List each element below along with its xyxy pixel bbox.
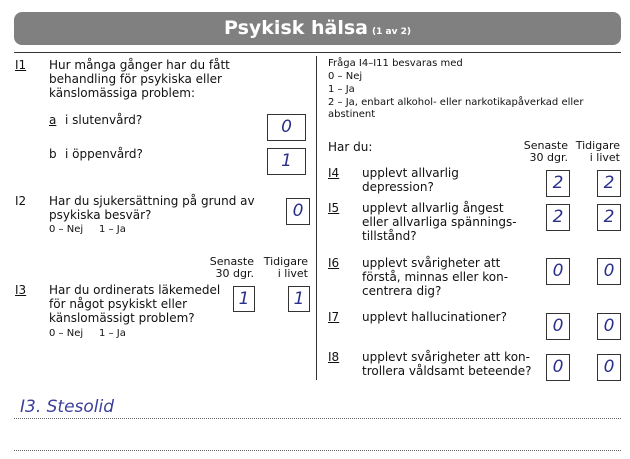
note-line-1 — [14, 418, 621, 419]
answer-box-i1a[interactable]: 0 — [267, 114, 306, 141]
legend-title: Fråga I4–I11 besvaras med — [328, 58, 463, 69]
answer-box-i3-tidigare[interactable]: 1 — [288, 286, 310, 312]
top-rule — [14, 52, 621, 53]
handwritten-note: I3. Stesolid — [20, 397, 115, 417]
question-number-i7: I7 — [328, 310, 340, 324]
subitem-letter-a: a — [49, 113, 57, 127]
har-du-label: Har du: — [328, 140, 373, 154]
question-number-i2: I2 — [15, 194, 27, 208]
legend-option-2: 2 – Ja, enbart alkohol- eller narkotikapåverkad eller abstinent — [328, 97, 584, 120]
question-number-i3: I3 — [15, 283, 27, 297]
legend-option-1: 1 – Ja — [328, 84, 355, 95]
answer-box-i2[interactable]: 0 — [286, 198, 310, 225]
section-title: Psykisk hälsa — [224, 17, 368, 39]
answer-box-i6-senaste[interactable]: 0 — [546, 258, 570, 285]
question-text-i3: Har du ordinerats läkemedel för något psykiskt eller känslomässigt problem? — [49, 283, 221, 325]
question-number-i6: I6 — [328, 256, 340, 270]
answer-box-i5-senaste[interactable]: 2 — [546, 204, 570, 231]
question-text-i6: upplevt svårigheter att förstå, minnas eller kon-centrera dig? — [362, 256, 509, 298]
section-header — [14, 12, 621, 45]
answer-box-i1b[interactable]: 1 — [267, 148, 306, 175]
column-header-tidigare-left: Tidigare i livet — [263, 255, 308, 280]
options-i3: 0 – Nej 1 – Ja — [49, 328, 126, 339]
subitem-letter-b: b — [49, 147, 57, 161]
subitem-text-a: i slutenvård? — [65, 113, 143, 127]
answer-box-i8-senaste[interactable]: 0 — [546, 354, 570, 381]
answer-box-i4-senaste[interactable]: 2 — [546, 170, 570, 197]
column-divider — [316, 56, 317, 380]
question-number-i5: I5 — [328, 201, 340, 215]
question-number-i1: I1 — [15, 58, 27, 72]
column-header-senaste-left: Senaste 30 dgr. — [209, 255, 254, 280]
question-text-i2: Har du sjukersättning på grund av psykiska besvär? — [49, 194, 255, 222]
question-text-i7: upplevt hallucinationer? — [362, 310, 507, 324]
answer-box-i3-senaste[interactable]: 1 — [233, 286, 255, 312]
answer-box-i7-tidigare[interactable]: 0 — [597, 313, 621, 340]
legend-option-0: 0 – Nej — [328, 71, 363, 82]
options-i2: 0 – Nej 1 – Ja — [49, 224, 126, 235]
answer-box-i7-senaste[interactable]: 0 — [546, 313, 570, 340]
subitem-text-b: i öppenvård? — [65, 147, 143, 161]
answer-box-i5-tidigare[interactable]: 2 — [597, 204, 621, 231]
question-text-i8: upplevt svårigheter att kon-trollera våldsamt beteende? — [362, 350, 532, 378]
question-text-i4: upplevt allvarlig depression? — [362, 166, 459, 194]
answer-box-i4-tidigare[interactable]: 2 — [597, 170, 621, 197]
answer-box-i6-tidigare[interactable]: 0 — [597, 258, 621, 285]
column-header-senaste-right: Senaste 30 dgr. — [523, 139, 568, 164]
question-number-i4: I4 — [328, 166, 340, 180]
question-number-i8: I8 — [328, 350, 340, 364]
question-text-i5: upplevt allvarlig ångest eller allvarliga spännings-tillstånd? — [362, 201, 517, 243]
column-header-tidigare-right: Tidigare i livet — [575, 139, 620, 164]
question-text-i1: Hur många gånger har du fått behandling för psykiska eller känslomässiga problem: — [49, 58, 230, 100]
answer-box-i8-tidigare[interactable]: 0 — [597, 354, 621, 381]
note-line-2 — [14, 450, 621, 451]
section-subtitle: (1 av 2) — [372, 27, 411, 37]
